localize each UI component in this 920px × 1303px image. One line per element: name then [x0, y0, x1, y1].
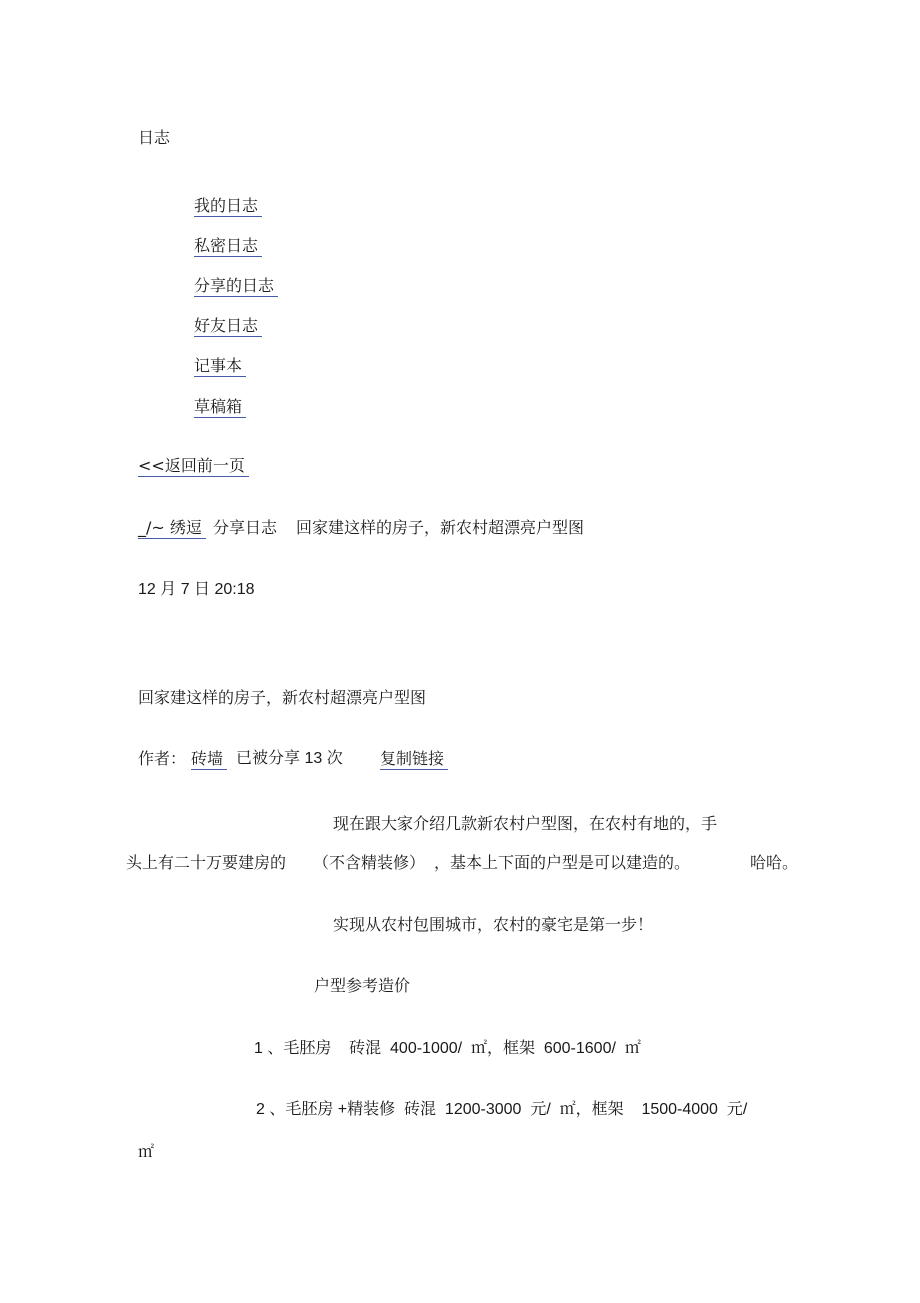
nav-item-drafts[interactable]: 草稿箱 — [194, 397, 246, 418]
cost-item-2-continued: ㎡ — [138, 1142, 155, 1161]
header-title: 回家建这样的房子，新农村超漂亮户型图 — [296, 518, 585, 537]
section-label: 分享日志 — [213, 518, 278, 537]
post-time: 12 月 7 日 20:18 — [138, 581, 255, 598]
page-title: 日志 — [138, 128, 171, 147]
user-link[interactable]: _/~ 绣逗 — [138, 518, 206, 539]
nav-item-notepad[interactable]: 记事本 — [194, 356, 246, 377]
cost-heading: 户型参考造价 — [314, 976, 411, 995]
intro-line-2c: ，基本上下面的户型是可以建造的。 — [434, 853, 691, 872]
slogan: 实现从农村包围城市，农村的豪宅是第一步！ — [333, 915, 654, 934]
intro-line-2d: 哈哈。 — [750, 853, 799, 872]
author-label: 作者： — [138, 749, 187, 768]
nav-item-my-journal[interactable]: 我的日志 — [194, 196, 262, 217]
cost-item-1: 1 、毛胚房 砖混 400-1000/ ㎡，框架 600-1600/ ㎡ — [254, 1040, 641, 1057]
share-count: 已被分享 13 次 — [236, 750, 343, 767]
intro-line-1: 现在跟大家介绍几款新农村户型图，在农村有地的，手 — [333, 814, 718, 833]
nav-item-shared-journal[interactable]: 分享的日志 — [194, 276, 278, 297]
back-link[interactable]: <<返回前一页 — [138, 456, 249, 477]
intro-line-2a: 头上有二十万要建房的 — [126, 853, 287, 872]
author-link[interactable]: 砖墙 — [191, 749, 227, 770]
nav-item-private-journal[interactable]: 私密日志 — [194, 236, 262, 257]
cost-item-2: 2 、毛胚房 +精装修 砖混 1200-3000 元/ ㎡，框架 1500-4000 元/ — [256, 1101, 748, 1118]
article-title: 回家建这样的房子，新农村超漂亮户型图 — [138, 688, 427, 707]
nav-item-friends-journal[interactable]: 好友日志 — [194, 316, 262, 337]
intro-line-2b: （不含精装修） — [313, 853, 426, 872]
copy-link-button[interactable]: 复制链接 — [380, 749, 448, 770]
